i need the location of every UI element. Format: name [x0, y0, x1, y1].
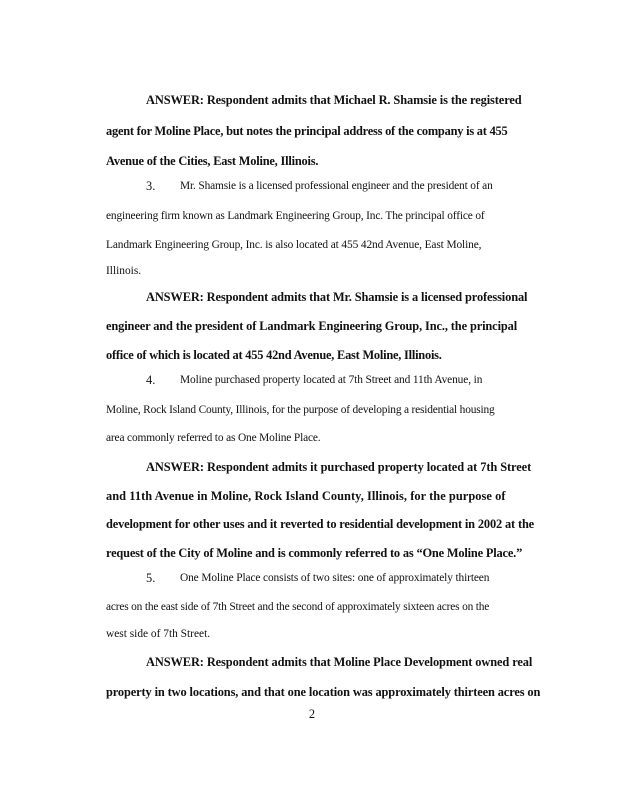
- paragraph-4-number: 4.: [146, 373, 156, 387]
- answer-4-line-1: ANSWER: Respondent admits it purchased property located at 7th Street: [146, 460, 532, 474]
- paragraph-3-line-2: engineering firm known as Landmark Engineering Group, Inc. The principal office of: [106, 210, 485, 222]
- paragraph-5-number: 5.: [146, 571, 156, 585]
- paragraph-5-line-1: One Moline Place consists of two sites: one of approximately thirteen: [180, 572, 490, 584]
- answer-5-line-2: property in two locations, and that one location was approximately thirteen acres on: [106, 685, 541, 699]
- answer-4-line-2: and 11th Avenue in Moline, Rock Island County, Illinois, for the purpose of: [106, 489, 506, 503]
- answer-4-line-3: development for other uses and it reverted to residential development in 2002 at the: [106, 517, 535, 531]
- answer-1-line-1: ANSWER: Respondent admits that Michael R. Shamsie is the registered: [146, 93, 522, 107]
- paragraph-4-line-1: Moline purchased property located at 7th Street and 11th Avenue, in: [180, 374, 483, 386]
- paragraph-5-line-3: west side of 7th Street.: [106, 628, 211, 640]
- paragraph-3-line-1: Mr. Shamsie is a licensed professional engineer and the president of an: [180, 180, 493, 192]
- paragraph-3-number: 3.: [146, 179, 156, 193]
- paragraph-4-line-3: area commonly referred to as One Moline Place.: [106, 432, 321, 444]
- answer-4-line-4: request of the City of Moline and is commonly referred to as “One Moline Place.”: [106, 546, 523, 560]
- answer-1-line-2: agent for Moline Place, but notes the principal address of the company is at 455: [106, 124, 508, 138]
- paragraph-5-line-2: acres on the east side of 7th Street and the second of approximately sixteen acres on the: [106, 601, 490, 613]
- page-number: 2: [308, 707, 316, 721]
- paragraph-4-line-2: Moline, Rock Island County, Illinois, for the purpose of developing a residential housing: [106, 404, 495, 416]
- answer-3-line-3: office of which is located at 455 42nd Avenue, East Moline, Illinois.: [106, 348, 442, 362]
- answer-3-line-1: ANSWER: Respondent admits that Mr. Shamsie is a licensed professional: [146, 290, 528, 304]
- answer-3-line-2: engineer and the president of Landmark Engineering Group, Inc., the principal: [106, 319, 518, 333]
- answer-1-line-3: Avenue of the Cities, East Moline, Illinois.: [106, 154, 319, 168]
- paragraph-3-line-3: Landmark Engineering Group, Inc. is also located at 455 42nd Avenue, East Moline,: [106, 239, 482, 251]
- answer-5-line-1: ANSWER: Respondent admits that Moline Place Development owned real: [146, 655, 533, 669]
- paragraph-3-line-4: Illinois.: [106, 265, 142, 277]
